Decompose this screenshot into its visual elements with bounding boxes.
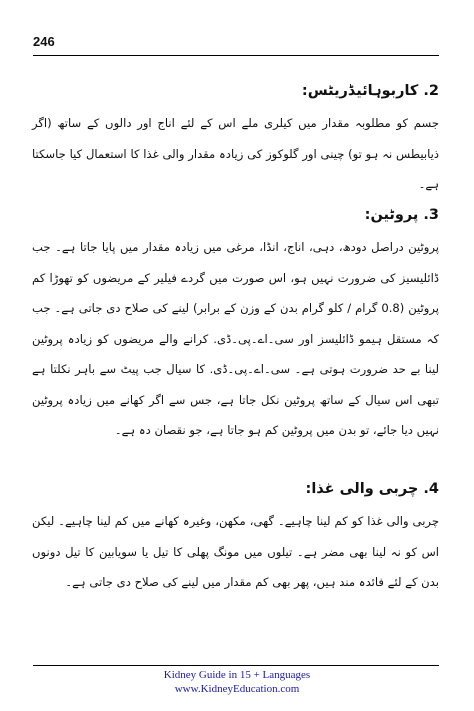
section-heading: 4. چربی والی غذا: [305,481,439,497]
section-paragraph: جسم کو مطلوبہ مقدار میں کیلری ملے اس کے لئے اناج اور دالوں کے ساتھ (اگر ذیابیطس نہ ہو تو) چینی اور گلوکوز کی زیادہ مقدار والی غذا کا استعمال کیا جاسکتا ہے۔ [32,116,439,191]
page-footer [0,668,474,696]
page-number: 246 [33,34,55,49]
footer-title: Kidney Guide in 15 + Languages [163,669,311,681]
footer-website: www.KidneyEducation.com [174,683,300,695]
section-heading: 3. پروٹین: [364,207,439,223]
section-paragraph: پروٹین دراصل دودھ، دہی، اناج، انڈا، مرغی میں زیادہ مقدار میں پایا جاتا ہے۔ جب ڈائلیسیز کی ضرورت نہیں ہو، اس صورت میں گردے فیلیر کے مریضوں کو تھوڑا کم پروٹین (0.8 گرام / کلو گرام بدن کے وزن کے برابر) لینے کی صلاح دی جاتی ہے۔ جب کہ مستقل ہیمو ڈائلیسز اور سی۔اے۔پی۔ڈی. کرانے والے مریضوں کو زیادہ پروٹین لینا بے حد ضرورت ہوتی ہے۔ سی۔اے۔پی۔ڈی. کا سیال جب پیٹ سے باہر نکلتا ہے تبھی اس سیال کے ساتھ پروٹین نکل جاتا ہے، جس سے اگر کھانے میں زیادہ پروٹین نہیں دیا جائے، تو بدن میں پروٹین کم ہو جاتا ہے، جو نقصان دہ ہے۔ [32,240,440,437]
section-fatty-food [32,478,439,598]
footer-divider [33,665,439,666]
section-paragraph: چربی والی غذا کو کم لینا چاہیے۔ گھی، مکھن، وغیرہ کھانے میں کم لینا چاہیے۔ لیکن اس کو نہ لینا بھی مضر ہے۔ تیلوں میں مونگ پھلی کا تیل یا سویابین کا تیل دونوں بدن کے لئے فائدہ مند ہیں، پھر بھی کم مقدار میں لینے کی صلاح دی جاتی ہے۔ [32,514,439,589]
header-divider [33,55,439,56]
section-carbohydrates [32,80,439,200]
section-protein [32,204,439,446]
section-heading: 2. کاربوہائیڈریٹس: [301,83,439,99]
